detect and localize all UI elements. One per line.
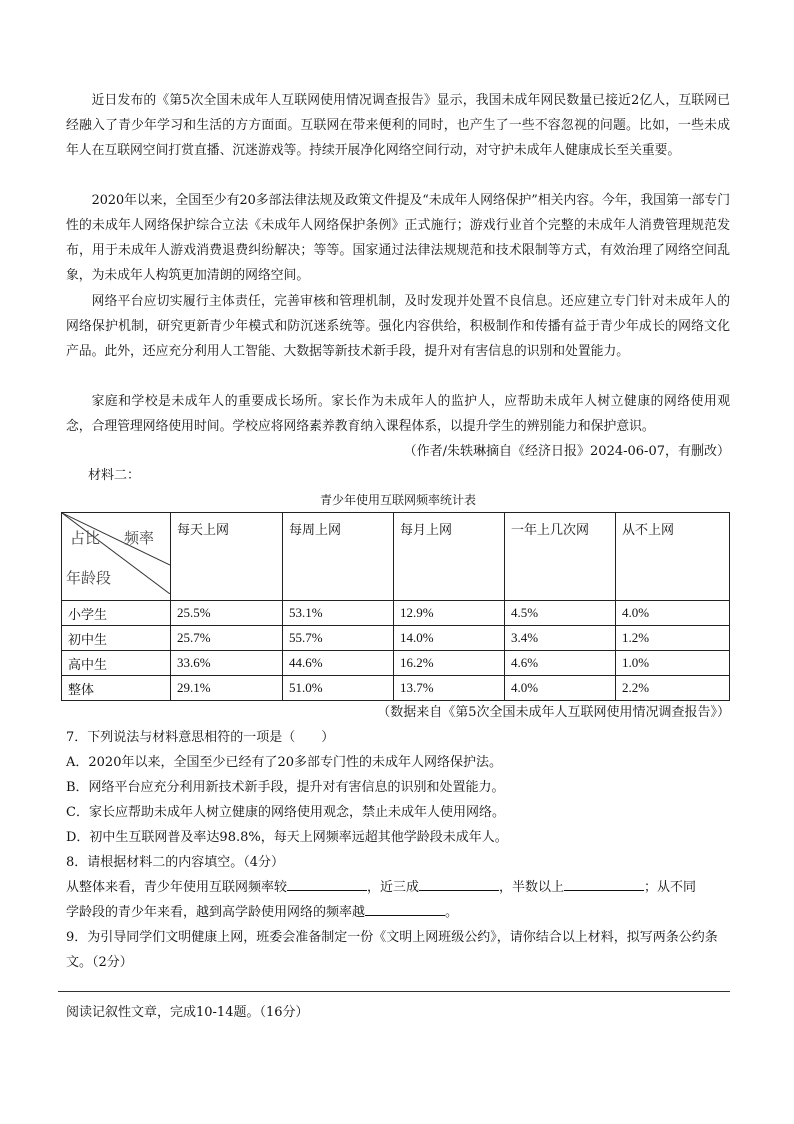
question-8-line-2 — [66, 900, 730, 925]
material2-label: 材料二： — [88, 468, 141, 483]
material2-source: （数据来自《第5次全国未成年人互联网使用情况调查报告》） — [377, 705, 730, 720]
column-header: 一年上几次网 — [505, 513, 616, 601]
table-cell: 51.0% — [283, 676, 394, 701]
table-cell: 14.0% — [394, 626, 505, 651]
table-corner-cell — [62, 513, 171, 601]
table-header-row — [62, 513, 730, 601]
table-cell: 25.7% — [171, 626, 283, 651]
question-7-option-c[interactable]: C．家长应帮助未成年人树立健康的网络使用观念，禁止未成年人使用网络。 — [66, 805, 505, 820]
material1-paragraph-2: 2020年以来，全国至少有20多部法律法规及政策文件提及“未成年人网络保护”相关内容。今年，我国第一部专门性的未成年人网络保护综合立法《未成年人网络保护条例》正式施行；游戏行业首个完整的未成年人消费管理规范发布，用于未成年人游戏消费退费纠纷解决；等等。国家通过法律法规规范和技术限制等方式，有效治理了网络空间乱象，为未成年人构筑更加清朗的网络空间。 — [66, 193, 730, 283]
row-group: 初中生 — [62, 626, 171, 651]
q8-text-3: ，半数以上 — [499, 880, 565, 895]
table-cell: 55.7% — [283, 626, 394, 651]
table-cell: 16.2% — [394, 651, 505, 676]
question-8-line-1 — [66, 875, 730, 900]
material1-paragraph-4: 家庭和学校是未成年人的重要成长场所。家长作为未成年人的监护人，应帮助未成年人树立健康的网络使用观念，合理管理网络使用时间。学校应将网络素养教育纳入课程体系，以提升学生的辨别能力和保护意识。 — [66, 394, 730, 434]
table-cell: 1.2% — [616, 626, 730, 651]
question-7-stem: 7．下列说法与材料意思相符的一项是（ ） — [66, 730, 335, 745]
table-cell: 13.7% — [394, 676, 505, 701]
question-7-option-a[interactable]: A．2020年以来，全国至少已经有了20多部专门性的未成年人网络保护法。 — [66, 755, 503, 770]
corner-label-age-group: 年龄段 — [66, 569, 112, 587]
q8-text-5: 学龄段的青少年来看，越到高学龄使用网络的频率越 — [66, 905, 366, 920]
table-cell: 1.0% — [616, 651, 730, 676]
table-cell: 4.5% — [505, 601, 616, 626]
table-cell: 25.5% — [171, 601, 283, 626]
table-cell: 4.0% — [505, 676, 616, 701]
table-cell: 3.4% — [505, 626, 616, 651]
q8-text-6: 。 — [445, 905, 459, 920]
table-title: 青少年使用互联网频率统计表 — [319, 493, 476, 507]
q8-blank-2[interactable] — [419, 876, 499, 891]
table-cell: 44.6% — [283, 651, 394, 676]
table-cell: 53.1% — [283, 601, 394, 626]
column-header: 每周上网 — [283, 513, 394, 601]
question-9: 9．为引导同学们文明健康上网，班委会准备制定一份《文明上网班级公约》，请你结合以上材料，拟写两条公约条文。（2分） — [66, 930, 718, 970]
material1-paragraph-3: 网络平台应切实履行主体责任，完善审核和管理机制，及时发现并处置不良信息。还应建立专门针对未成年人的网络保护机制，研究更新青少年模式和防沉迷系统等。强化内容供给，积极制作和传播有益于青少年成长的网络文化产品。此外，还应充分利用人工智能、大数据等新技术新手段，提升对有害信息的识别和处置能力。 — [66, 294, 730, 359]
table-cell: 12.9% — [394, 601, 505, 626]
q8-text-4: ；从不同 — [644, 880, 697, 895]
row-group: 高中生 — [62, 651, 171, 676]
material1-source: （作者/朱轶琳摘自《经济日报》2024-06-07，有删改） — [403, 444, 730, 459]
table-cell: 2.2% — [616, 676, 730, 701]
q8-blank-4[interactable] — [365, 901, 445, 916]
q8-text-2: ，近三成 — [367, 880, 420, 895]
column-header: 从不上网 — [616, 513, 730, 601]
table-cell: 4.6% — [505, 651, 616, 676]
row-group: 整体 — [62, 676, 171, 701]
table-cell: 4.0% — [616, 601, 730, 626]
table-row — [62, 676, 730, 701]
q8-blank-3[interactable] — [564, 876, 644, 891]
table-cell: 29.1% — [171, 676, 283, 701]
question-7-option-d[interactable]: D．初中生互联网普及率达98.8%，每天上网频率远超其他学龄段未成年人。 — [66, 830, 508, 845]
next-section-instruction: 阅读记叙性文章，完成10-14题。（16分） — [66, 1005, 309, 1020]
table-row — [62, 651, 730, 676]
question-7-option-b[interactable]: B．网络平台应充分利用新技术新手段，提升对有害信息的识别和处置能力。 — [66, 780, 505, 795]
table-row — [62, 626, 730, 651]
section-divider — [58, 991, 730, 992]
table-row — [62, 601, 730, 626]
frequency-table — [61, 512, 730, 701]
row-group: 小学生 — [62, 601, 171, 626]
q8-blank-1[interactable] — [287, 876, 367, 891]
table-cell: 33.6% — [171, 651, 283, 676]
q8-text-1: 从整体来看，青少年使用互联网频率较 — [66, 880, 288, 895]
corner-label-frequency: 频率 — [124, 529, 155, 547]
column-header: 每天上网 — [171, 513, 283, 601]
corner-label-share: 占比 — [70, 529, 101, 547]
material1-paragraph-1: 近日发布的《第5次全国未成年人互联网使用情况调查报告》显示，我国未成年网民数量已接近2亿人，互联网已经融入了青少年学习和生活的方方面面。互联网在带来便利的同时，也产生了一些不容忽视的问题。比如，一些未成年人在互联网空间打赏直播、沉迷游戏等。持续开展净化网络空间行动，对守护未成年人健康成长至关重要。 — [66, 93, 730, 158]
question-8-stem: 8．请根据材料二的内容填空。（4分） — [66, 855, 285, 870]
column-header: 每月上网 — [394, 513, 505, 601]
